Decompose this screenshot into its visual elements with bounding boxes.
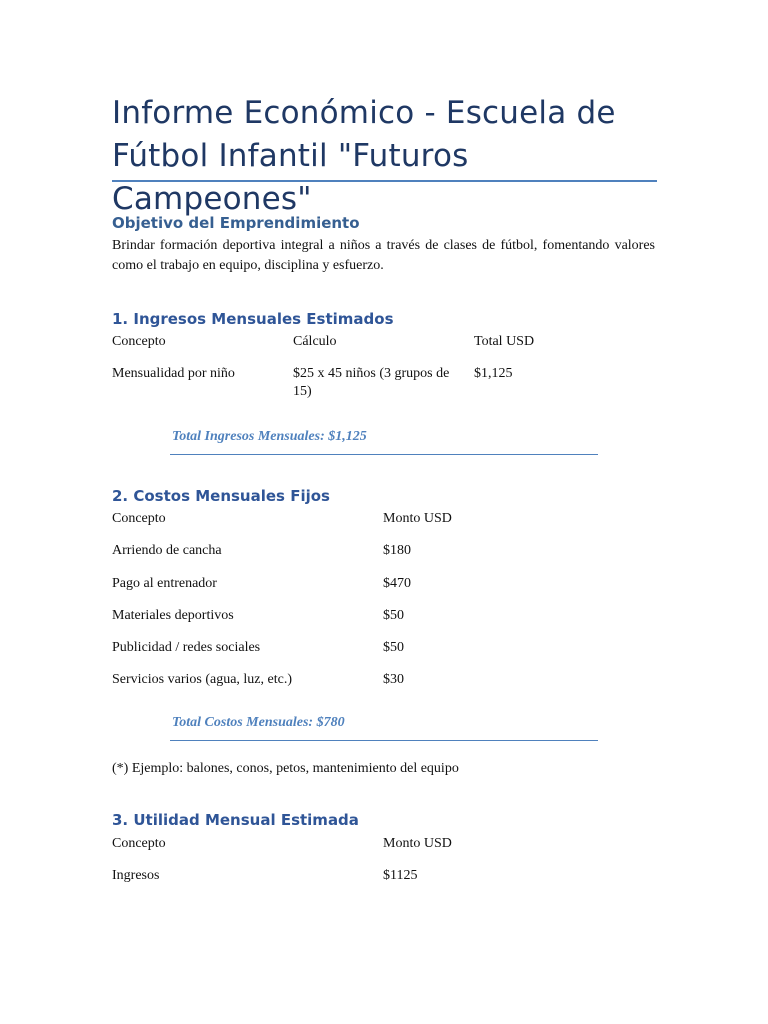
costs-row-amount: $50 — [383, 640, 404, 655]
profit-header-amount: Monto USD — [383, 836, 452, 851]
profit-row-concept: Ingresos — [112, 868, 160, 883]
profit-heading: 3. Utilidad Mensual Estimada — [112, 811, 359, 829]
costs-row-concept: Materiales deportivos — [112, 608, 234, 623]
income-header-total: Total USD — [474, 334, 535, 349]
costs-row-concept: Servicios varios (agua, luz, etc.) — [112, 672, 292, 687]
costs-row-amount: $180 — [383, 543, 411, 558]
costs-row-amount: $30 — [383, 672, 404, 687]
costs-note: (*) Ejemplo: balones, conos, petos, mantenimiento del equipo — [112, 761, 459, 776]
costs-row-concept: Arriendo de cancha — [112, 543, 222, 558]
income-header-concept: Concepto — [112, 334, 166, 349]
costs-heading: 2. Costos Mensuales Fijos — [112, 487, 330, 505]
objective-heading: Objetivo del Emprendimiento — [112, 214, 360, 232]
profit-row-amount: $1125 — [383, 868, 418, 883]
profit-header-concept: Concepto — [112, 836, 166, 851]
income-header-calculation: Cálculo — [293, 334, 337, 349]
document-title: Informe Económico - Escuela de Fútbol Infantil "Futuros Campeones" — [112, 95, 616, 217]
costs-row-amount: $50 — [383, 608, 404, 623]
income-total-rule — [170, 454, 598, 455]
costs-row-concept: Publicidad / redes sociales — [112, 640, 261, 655]
costs-header-amount: Monto USD — [383, 511, 452, 526]
costs-total: Total Costos Mensuales: $780 — [172, 715, 345, 730]
income-row-concept: Mensualidad por niño — [112, 366, 235, 381]
costs-total-rule — [170, 740, 598, 741]
income-row-calculation: $25 x 45 niños (3 grupos de 15) — [293, 366, 450, 399]
objective-text: Brindar formación deportiva integral a niños a través de clases de fútbol, fomentando valores como el trabajo en equipo, disciplina y esfuerzo. — [112, 238, 655, 273]
income-heading: 1. Ingresos Mensuales Estimados — [112, 310, 394, 328]
costs-row-amount: $470 — [383, 576, 411, 591]
costs-header-concept: Concepto — [112, 511, 166, 526]
income-row-total: $1,125 — [474, 366, 513, 381]
costs-row-concept: Pago al entrenador — [112, 576, 217, 591]
income-total: Total Ingresos Mensuales: $1,125 — [172, 429, 367, 444]
title-underline — [112, 180, 657, 182]
